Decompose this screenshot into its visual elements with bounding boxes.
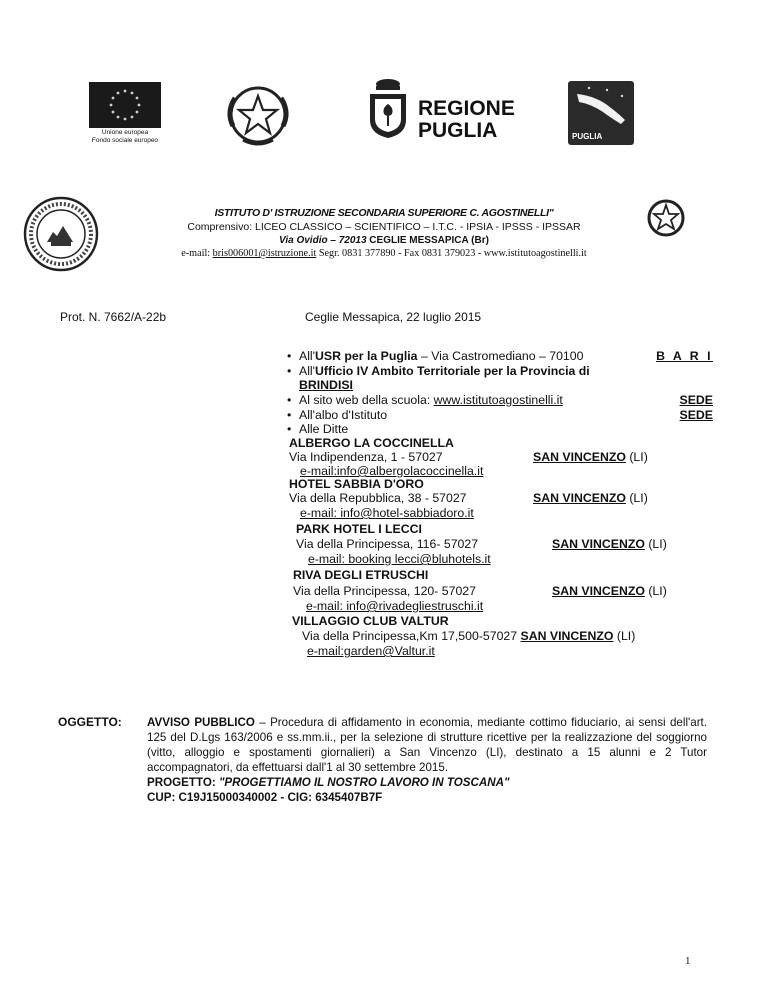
hotel-1-address-row [289,450,703,464]
recipient-sito [287,393,713,407]
eu-caption [60,129,190,145]
albo-text: All'albo d'Istituto [299,408,388,422]
bari-label: B A R I [656,349,713,363]
school-address-street: Via Ovidio – 72013 [279,235,367,246]
hotel-1-address: Via Indipendenza, 1 - 57027 [289,450,443,464]
hotel-5-city: SAN VINCENZO [520,629,614,643]
recipient-usr [287,349,713,363]
school-name: ISTITUTO D' ISTRUZIONE SECONDARIA SUPERIORE C. AGOSTINELLI" [214,207,554,219]
hotel-4-prov: (LI) [644,584,667,598]
sede-label-1: SEDE [679,393,713,407]
school-comprensivo: Comprensivo: LICEO CLASSICO – SCIENTIFICO – I.T.C. - IPSIA - IPSSS - IPSSAR [187,221,581,233]
hotel-2-city: SAN VINCENZO [533,491,626,505]
regione-puglia-shield [367,78,409,140]
hotel-5-name: VILLAGGIO CLUB VALTUR [292,614,449,628]
usr-address: – Via Castromediano – 70100 [417,349,584,363]
document-date: Ceglie Messapica, 22 luglio 2015 [305,310,482,324]
school-website-link[interactable]: www.istitutoagostinelli.it [433,393,563,407]
school-contacts-text: Segr. 0831 377890 - Fax 0831 379023 - www.istitutoagostinelli.it [318,248,587,259]
regione-text-line1: REGIONE [418,97,515,120]
oggetto-label: OGGETTO: [58,715,122,729]
hotel-3-address-row [296,537,703,551]
hotel-2-email[interactable]: e-mail: info@hotel-sabbiadoro.it [300,506,474,520]
hotel-4-address: Via della Principessa, 120- 57027 [293,584,476,598]
hotel-3-city: SAN VINCENZO [552,537,645,551]
hotel-3-prov: (LI) [644,537,667,551]
sito-text: Al sito web della scuola: [299,393,434,407]
puglia-label: PUGLIA [572,132,603,141]
oggetto-text: – Procedura di affidamento in economia, mediante cottimo fiduciario, ai sensi dell'art. 125 del D.Lgs 163/2006 e ss.mm.ii., per la selezione di strutture ricettive per la realizzazione del soggiorno (vitto, alloggio e spostamenti giornalieri) a San Vincenzo (LI), destinato a 15 alunni e 2 Tutor accompagnatori, da effettuarsi dall'1 al 30 settembre 2015. [147,716,707,774]
eu-flag-logo [89,82,161,128]
hotel-1-city: SAN VINCENZO [533,450,626,464]
hotel-3-address: Via della Principessa, 116- 57027 [296,537,479,551]
usr-name: USR per la Puglia [315,349,418,363]
hotel-3-email[interactable]: e-mail: booking lecci@bluhotels.it [308,552,491,566]
italian-republic-emblem [221,82,295,148]
usr-prefix: All' [299,349,316,363]
hotel-4-name: RIVA DEGLI ETRUSCHI [293,568,429,582]
hotel-1-prov: (LI) [625,450,648,464]
regione-puglia-logo-text [418,98,515,142]
hotel-5-email[interactable]: e-mail:garden@Valtur.it [307,644,435,658]
hotel-2-name: HOTEL SABBIA D'ORO [289,477,424,491]
eu-caption-line2: Fondo sociale europeo [91,137,159,144]
oggetto-paragraph [147,715,707,775]
hotel-5-prov: (LI) [613,629,636,643]
sede-label-2: SEDE [679,408,713,422]
hotel-2-prov: (LI) [625,491,648,505]
hotel-4-address-row [293,584,703,598]
school-address [0,235,768,246]
progetto-line [147,775,707,790]
oggetto-title: AVVISO PUBBLICO [147,716,255,729]
page-number: 1 [685,955,691,967]
hotel-5-address-row [302,629,722,643]
progetto-title: "PROGETTIAMO IL NOSTRO LAVORO IN TOSCANA" [218,776,510,789]
school-email-link[interactable]: bris006001@istruzione.it [212,248,317,259]
puglia-map-logo [567,80,635,146]
hotel-5-address: Via della Principessa,Km 17,500-57027 [302,629,521,643]
hotel-4-email[interactable]: e-mail: info@rivadegliestruschi.it [306,599,484,613]
regione-text-line2: PUGLIA [418,119,498,142]
school-address-city: CEGLIE MESSAPICA (Br) [369,235,489,246]
recipient-albo [287,408,713,422]
hotel-1-email[interactable]: e-mail:info@albergolacoccinella.it [300,464,484,478]
recipient-ufficio [287,364,713,378]
hotel-3-name: PARK HOTEL I LECCI [296,522,422,536]
bullet-icon: • [287,393,292,407]
ditte-text: Alle Ditte [299,422,349,436]
oggetto-body [147,715,707,805]
ufficio-name: Ufficio IV Ambito Territoriale per la Provincia di [315,364,590,378]
hotel-4-city: SAN VINCENZO [552,584,645,598]
recipient-ditte [287,422,349,436]
brindisi-label: BRINDISI [299,378,353,392]
bullet-icon: • [287,422,292,436]
cup-cig-line: CUP: C19J15000340002 - CIG: 6345407B7F [147,791,383,804]
bullet-icon: • [287,364,292,378]
protocol-number: Prot. N. 7662/A-22b [60,310,167,324]
hotel-1-name: ALBERGO LA COCCINELLA [289,436,454,450]
progetto-label: PROGETTO: [147,776,219,789]
hotel-2-address-row [289,491,703,505]
bullet-icon: • [287,349,292,363]
bullet-icon: • [287,408,292,422]
hotel-2-address: Via della Repubblica, 38 - 57027 [289,491,467,505]
ufficio-prefix: All' [299,364,316,378]
school-contacts [0,248,768,259]
email-label: e-mail: [181,248,211,259]
eu-caption-line1: Unione europea [101,129,149,136]
